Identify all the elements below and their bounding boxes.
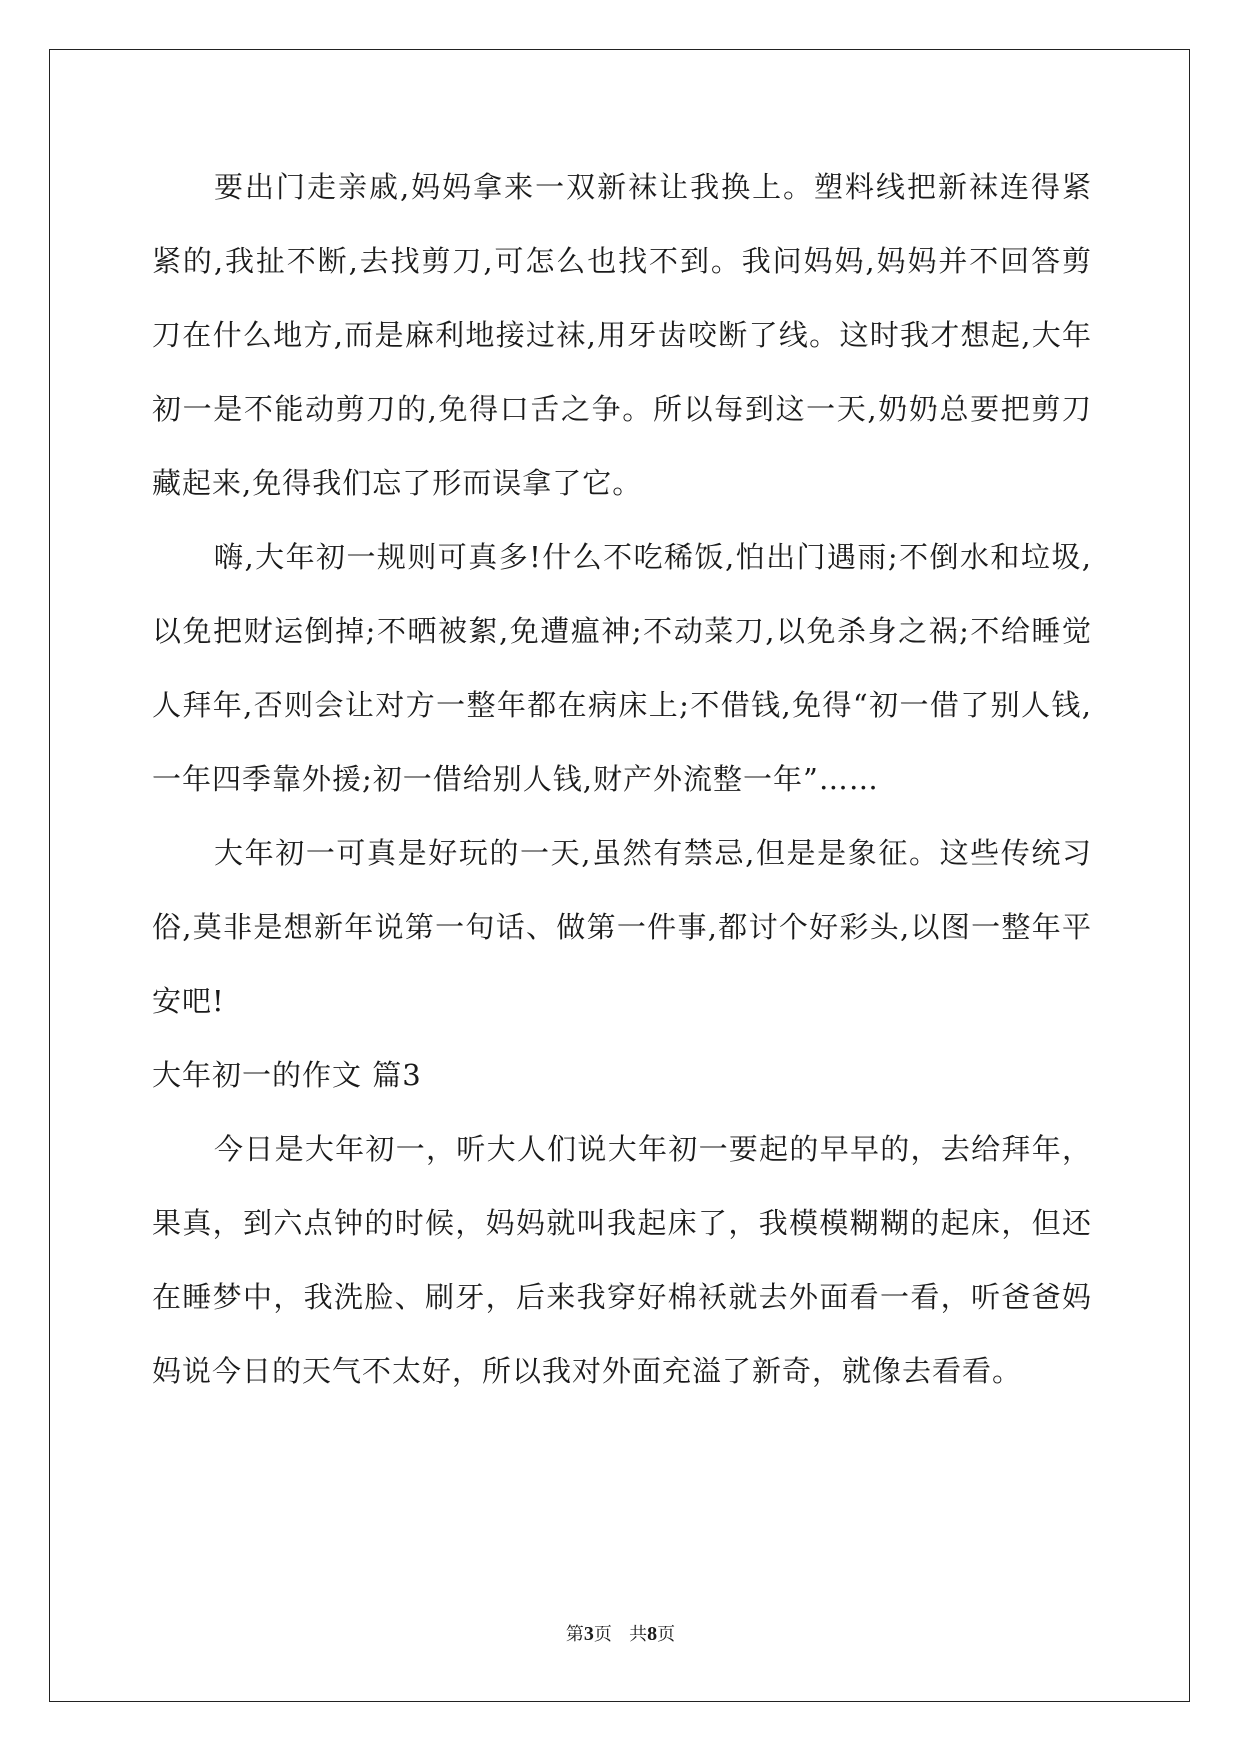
footer-prefix: 第 [565, 1624, 584, 1645]
paragraph: 大年初一可真是好玩的一天,虽然有禁忌,但是是象征。这些传统习俗,莫非是想新年说第一句话、做第一件事,都讨个好彩头,以图一整年平安吧! [152, 836, 1092, 1018]
section-heading: 大年初一的作文 篇3 [152, 1058, 422, 1092]
footer-page-word: 页 [593, 1624, 612, 1645]
footer-total-suffix: 页 [657, 1624, 676, 1645]
document-body [152, 150, 1092, 1408]
total-page-count: 8 [647, 1623, 658, 1645]
paragraph: 今日是大年初一，听大人们说大年初一要起的早早的，去给拜年，果真，到六点钟的时候，妈妈就叫我起床了，我模模糊糊的起床，但还在睡梦中，我洗脸、刷牙，后来我穿好棉袄就去外面看一看，听爸爸妈妈说今日的天气不太好，所以我对外面充溢了新奇，就像去看看。 [152, 1132, 1092, 1388]
current-page-number: 3 [583, 1623, 594, 1645]
paragraph: 要出门走亲戚,妈妈拿来一双新袜让我换上。塑料线把新袜连得紧紧的,我扯不断,去找剪刀,可怎么也找不到。我问妈妈,妈妈并不回答剪刀在什么地方,而是麻利地接过袜,用牙齿咬断了线。这时我才想起,大年初一是不能动剪刀的,免得口舌之争。所以每到这一天,奶奶总要把剪刀藏起来,免得我们忘了形而误拿了它。 [152, 170, 1092, 500]
page-footer [0, 1620, 1241, 1646]
paragraph: 嗨,大年初一规则可真多!什么不吃稀饭,怕出门遇雨;不倒水和垃圾,以免把财运倒掉;不晒被絮,免遭瘟神;不动菜刀,以免杀身之祸;不给睡觉人拜年,否则会让对方一整年都在病床上;不借钱,免得“初一借了别人钱,一年四季靠外援;初一借给别人钱,财产外流整一年”…… [152, 540, 1092, 796]
footer-total-prefix: 共 [629, 1624, 648, 1645]
